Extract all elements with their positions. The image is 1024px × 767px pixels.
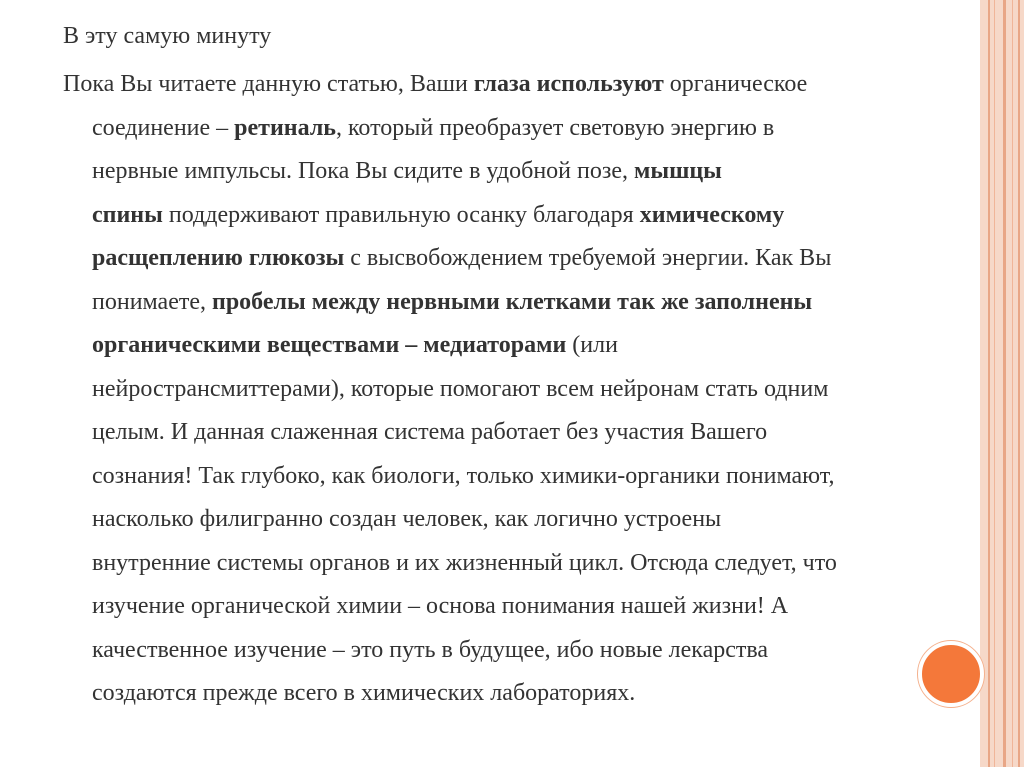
stripe (1018, 0, 1020, 767)
text-run: изучение органической химии – основа понимания нашей жизни! А (92, 593, 789, 619)
stripe (1012, 0, 1013, 767)
bold-text-run: химическому (639, 201, 785, 228)
text-run: Пока Вы читаете данную статью, Ваши (63, 71, 474, 97)
paragraph-line (63, 411, 968, 455)
text-run: поддерживают правильную осанку благодаря (162, 201, 640, 228)
decorative-circle (918, 641, 984, 707)
paragraph-line (63, 194, 968, 238)
slide-heading: В эту самую минуту (63, 23, 272, 49)
text-run: качественное изучение – это путь в будущее, ибо новые лекарства (92, 636, 769, 663)
bold-text-run: мышцы (633, 158, 722, 184)
text-run: нервные импульсы. Пока Вы сидите в удобной позе, (92, 158, 634, 184)
paragraph-line (63, 107, 968, 151)
paragraph-line (63, 542, 968, 586)
text-run: понимаете, (92, 288, 212, 315)
paragraph-line (63, 672, 968, 716)
paragraph-line (63, 629, 968, 673)
text-run: с высвобождением требуемой энергии. Как Вы (344, 245, 832, 271)
paragraph-line (63, 498, 968, 542)
paragraph-line (63, 324, 968, 368)
paragraph-line (63, 455, 968, 499)
decorative-stripes (980, 0, 1024, 767)
paragraph-line (63, 585, 968, 629)
bold-text-run: ретиналь (234, 114, 336, 141)
bold-text-run: спины (92, 201, 163, 228)
text-run: сознания! Так глубоко, как биологи, только химики-органики понимают, (92, 462, 835, 489)
text-run: создаются прежде всего в химических лабораториях. (92, 680, 636, 706)
text-run: целым. И данная слаженная система работает без участия Вашего (92, 419, 768, 445)
paragraph-line (63, 281, 968, 325)
bold-text-run: расщеплению глюкозы (92, 245, 345, 271)
text-run: соединение – (92, 114, 235, 141)
bold-text-run: органическими веществами – медиаторами (92, 332, 567, 358)
paragraph-line (63, 150, 968, 194)
text-run: органическое (663, 71, 808, 97)
text-run: нейространcмиттерами), которые помогают всем нейронам стать одним (92, 375, 829, 402)
text-run: (или (566, 332, 618, 358)
stripe (994, 0, 995, 767)
bold-text-run: глаза используют (473, 71, 664, 97)
paragraph-line (63, 237, 968, 281)
slide-body-text (63, 63, 968, 716)
bold-text-run: пробелы между нервными клетками так же заполнены (212, 288, 813, 315)
text-run: насколько филигранно создан человек, как логично устроены (92, 506, 722, 532)
paragraph-line (63, 368, 968, 412)
stripe (1003, 0, 1006, 767)
paragraph-line (63, 63, 968, 107)
text-run: , который преобразует световую энергию в (335, 114, 775, 141)
text-run: внутренние системы органов и их жизненный цикл. Отсюда следует, что (92, 549, 837, 576)
stripe (988, 0, 990, 767)
